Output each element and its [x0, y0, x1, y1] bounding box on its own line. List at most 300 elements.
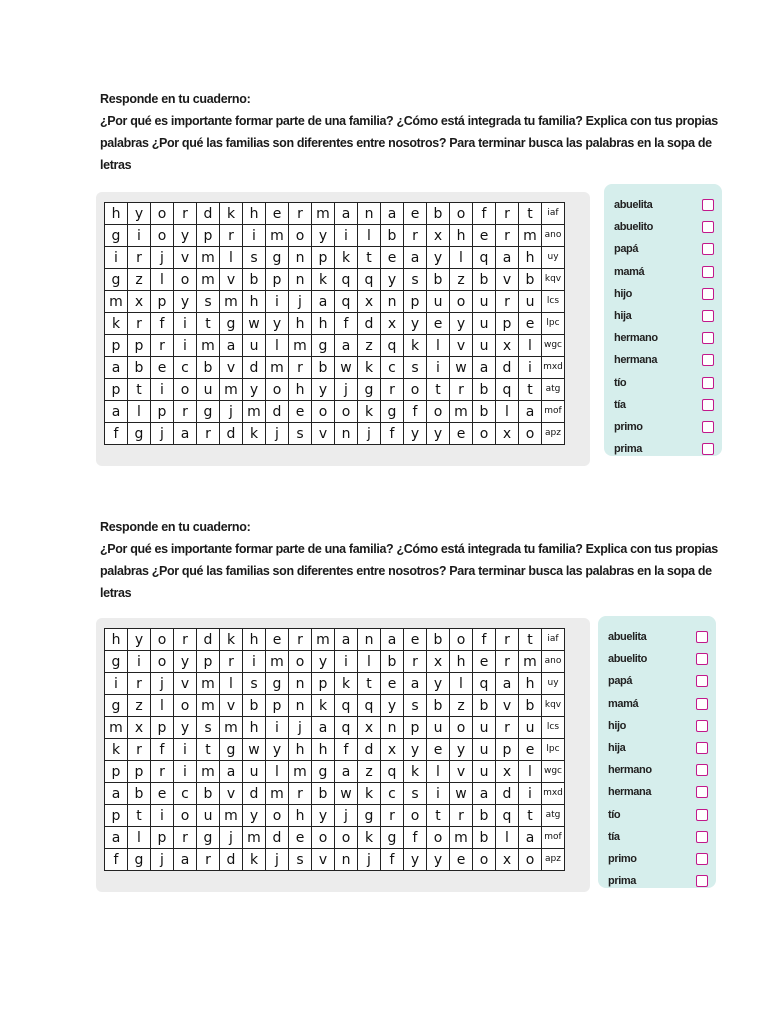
grid-cell: u	[197, 805, 220, 827]
grid-cell: h	[450, 225, 473, 247]
grid-cell: o	[473, 849, 496, 871]
grid-cell: x	[381, 739, 404, 761]
grid-cell: g	[105, 225, 128, 247]
grid-cell: m	[197, 269, 220, 291]
grid-cell: y	[128, 629, 151, 651]
grid-cell: y	[381, 695, 404, 717]
grid-cell: e	[381, 247, 404, 269]
grid-cell: lcs	[542, 717, 565, 739]
word-label: tío	[614, 376, 627, 389]
grid-cell: a	[404, 247, 427, 269]
grid-cell: h	[243, 203, 266, 225]
grid-cell: p	[128, 761, 151, 783]
word-list-item	[614, 305, 714, 327]
grid-cell: g	[358, 805, 381, 827]
word-label: abuelita	[614, 199, 653, 212]
grid-cell: kqv	[542, 695, 565, 717]
grid-cell: e	[381, 673, 404, 695]
word-checkbox[interactable]	[696, 675, 708, 687]
grid-cell: w	[335, 357, 358, 379]
grid-cell: b	[473, 695, 496, 717]
grid-cell: e	[427, 739, 450, 761]
grid-cell: u	[427, 717, 450, 739]
grid-cell: a	[312, 717, 335, 739]
grid-cell: e	[473, 225, 496, 247]
word-label: abuelito	[608, 653, 647, 666]
grid-cell: w	[243, 313, 266, 335]
word-label: primo	[608, 852, 637, 865]
word-checkbox[interactable]	[702, 421, 714, 433]
grid-cell: atg	[542, 379, 565, 401]
grid-cell: f	[105, 423, 128, 445]
word-list-item	[608, 826, 708, 848]
grid-cell: n	[289, 269, 312, 291]
grid-cell: f	[404, 401, 427, 423]
word-label: tía	[614, 398, 626, 411]
word-checkbox[interactable]	[702, 354, 714, 366]
grid-cell: l	[427, 335, 450, 357]
word-list-panel	[604, 184, 722, 456]
grid-cell: j	[266, 423, 289, 445]
word-checkbox[interactable]	[702, 199, 714, 211]
grid-cell: a	[335, 203, 358, 225]
grid-cell: x	[427, 651, 450, 673]
grid-cell: g	[197, 827, 220, 849]
grid-cell: j	[358, 849, 381, 871]
grid-cell: i	[105, 673, 128, 695]
grid-cell: o	[312, 401, 335, 423]
grid-cell: p	[128, 335, 151, 357]
grid-cell: g	[312, 761, 335, 783]
grid-cell: r	[128, 313, 151, 335]
grid-cell: r	[496, 651, 519, 673]
grid-cell: e	[404, 203, 427, 225]
word-label: hermana	[608, 786, 652, 799]
grid-cell: b	[473, 269, 496, 291]
grid-cell: l	[496, 401, 519, 423]
grid-cell: x	[496, 761, 519, 783]
grid-cell: o	[427, 827, 450, 849]
word-list-item	[608, 715, 708, 737]
grid-cell: y	[427, 673, 450, 695]
grid-cell: g	[381, 401, 404, 423]
grid-cell: m	[197, 761, 220, 783]
grid-cell: b	[427, 695, 450, 717]
grid-cell: f	[473, 629, 496, 651]
word-checkbox[interactable]	[696, 720, 708, 732]
grid-cell: o	[289, 225, 312, 247]
grid-cell: h	[450, 651, 473, 673]
grid-cell: q	[473, 247, 496, 269]
grid-cell: j	[220, 401, 243, 423]
word-checkbox[interactable]	[702, 443, 714, 455]
grid-cell: x	[427, 225, 450, 247]
grid-cell: k	[220, 629, 243, 651]
grid-cell: g	[105, 695, 128, 717]
grid-cell: g	[105, 269, 128, 291]
grid-cell: d	[243, 357, 266, 379]
grid-cell: l	[128, 827, 151, 849]
grid-cell: o	[519, 849, 542, 871]
word-list	[608, 626, 708, 892]
grid-cell: o	[151, 203, 174, 225]
word-checkbox[interactable]	[696, 653, 708, 665]
grid-cell: o	[450, 203, 473, 225]
grid-cell: x	[381, 313, 404, 335]
grid-cell: e	[404, 629, 427, 651]
word-checkbox[interactable]	[696, 786, 708, 798]
grid-cell: m	[220, 291, 243, 313]
grid-cell: apz	[542, 423, 565, 445]
grid-cell: p	[266, 269, 289, 291]
grid-cell: e	[473, 651, 496, 673]
word-checkbox[interactable]	[696, 875, 708, 887]
grid-cell: o	[151, 225, 174, 247]
grid-cell: o	[174, 805, 197, 827]
grid-cell: q	[473, 673, 496, 695]
grid-cell: d	[197, 203, 220, 225]
grid-cell: s	[197, 717, 220, 739]
grid-cell: m	[220, 379, 243, 401]
grid-cell: p	[496, 739, 519, 761]
grid-cell: y	[381, 269, 404, 291]
grid-cell: i	[427, 357, 450, 379]
grid-cell: v	[312, 423, 335, 445]
grid-cell: d	[358, 739, 381, 761]
grid-cell: b	[473, 379, 496, 401]
grid-cell: a	[381, 629, 404, 651]
grid-cell: r	[496, 717, 519, 739]
word-list-item	[614, 394, 714, 416]
grid-cell: i	[266, 291, 289, 313]
word-list-item	[614, 283, 714, 305]
grid-cell: z	[450, 695, 473, 717]
word-checkbox[interactable]	[696, 742, 708, 754]
grid-cell: i	[243, 651, 266, 673]
word-checkbox[interactable]	[696, 698, 708, 710]
grid-cell: o	[335, 401, 358, 423]
grid-cell: f	[381, 423, 404, 445]
grid-cell: j	[266, 849, 289, 871]
grid-cell: lcs	[542, 291, 565, 313]
grid-cell: x	[358, 717, 381, 739]
word-checkbox[interactable]	[702, 243, 714, 255]
grid-cell: l	[519, 335, 542, 357]
grid-cell: d	[220, 849, 243, 871]
grid-cell: j	[289, 291, 312, 313]
grid-cell: j	[220, 827, 243, 849]
grid-cell: h	[289, 313, 312, 335]
word-checkbox[interactable]	[696, 764, 708, 776]
grid-cell: o	[289, 651, 312, 673]
grid-cell: d	[496, 357, 519, 379]
grid-cell: j	[358, 423, 381, 445]
grid-cell: t	[358, 673, 381, 695]
grid-cell: q	[358, 269, 381, 291]
grid-cell: q	[335, 269, 358, 291]
grid-cell: q	[381, 761, 404, 783]
word-label: hermano	[614, 332, 658, 345]
grid-cell: m	[220, 717, 243, 739]
grid-cell: wgc	[542, 761, 565, 783]
grid-cell: a	[174, 423, 197, 445]
word-list-item	[614, 327, 714, 349]
grid-cell: k	[335, 247, 358, 269]
grid-cell: g	[220, 313, 243, 335]
grid-cell: y	[312, 225, 335, 247]
grid-cell: uy	[542, 247, 565, 269]
grid-cell: g	[105, 651, 128, 673]
grid-cell: m	[105, 291, 128, 313]
grid-cell: t	[519, 203, 542, 225]
grid-cell: j	[151, 423, 174, 445]
grid-cell: t	[519, 805, 542, 827]
grid-cell: d	[496, 783, 519, 805]
word-label: abuelita	[608, 631, 647, 644]
grid-cell: kqv	[542, 269, 565, 291]
word-checkbox[interactable]	[702, 288, 714, 300]
word-checkbox[interactable]	[702, 377, 714, 389]
grid-cell: l	[128, 401, 151, 423]
grid-cell: y	[427, 247, 450, 269]
grid-cell: m	[220, 805, 243, 827]
grid-cell: g	[128, 849, 151, 871]
grid-cell: c	[174, 783, 197, 805]
grid-cell: o	[335, 827, 358, 849]
word-label: hijo	[608, 719, 626, 732]
grid-cell: v	[220, 269, 243, 291]
grid-cell: t	[197, 739, 220, 761]
grid-cell: q	[496, 379, 519, 401]
grid-cell: u	[519, 291, 542, 313]
grid-cell: p	[404, 291, 427, 313]
grid-cell: o	[174, 695, 197, 717]
grid-cell: v	[312, 849, 335, 871]
instructions-block	[100, 520, 720, 604]
grid-cell: w	[335, 783, 358, 805]
grid-cell: n	[289, 695, 312, 717]
grid-cell: y	[312, 805, 335, 827]
grid-cell: u	[473, 739, 496, 761]
grid-cell: u	[473, 761, 496, 783]
grid-cell: b	[519, 695, 542, 717]
grid-cell: j	[335, 805, 358, 827]
grid-cell: g	[358, 379, 381, 401]
grid-cell: a	[519, 401, 542, 423]
word-label: prima	[614, 443, 642, 456]
word-label: tía	[608, 830, 620, 843]
word-list-item	[608, 848, 708, 870]
grid-cell: r	[197, 849, 220, 871]
grid-cell: apz	[542, 849, 565, 871]
grid-cell: y	[266, 313, 289, 335]
grid-cell: a	[335, 335, 358, 357]
grid-cell: o	[450, 717, 473, 739]
grid-cell: y	[174, 225, 197, 247]
grid-cell: k	[404, 335, 427, 357]
grid-cell: e	[266, 629, 289, 651]
grid-cell: v	[220, 357, 243, 379]
grid-cell: ano	[542, 651, 565, 673]
grid-cell: e	[519, 313, 542, 335]
grid-cell: a	[220, 761, 243, 783]
grid-cell: u	[519, 717, 542, 739]
grid-cell: i	[266, 717, 289, 739]
grid-cell: h	[105, 629, 128, 651]
word-checkbox[interactable]	[702, 310, 714, 322]
word-checkbox[interactable]	[702, 266, 714, 278]
grid-cell: g	[266, 247, 289, 269]
grid-cell: r	[174, 629, 197, 651]
grid-cell: t	[358, 247, 381, 269]
instructions-text: ¿Por qué es importante formar parte de una familia? ¿Cómo está integrada tu familia? Explica con tus propias palabras ¿Por qué las familias son diferentes entre nosotros? Para terminar busca las palabras en la sopa de letras	[100, 114, 718, 172]
grid-cell: a	[496, 247, 519, 269]
grid-cell: o	[404, 379, 427, 401]
word-label: hija	[614, 310, 632, 323]
word-list-item	[608, 626, 708, 648]
grid-cell: r	[174, 401, 197, 423]
grid-cell: d	[243, 783, 266, 805]
grid-cell: r	[381, 805, 404, 827]
grid-cell: g	[197, 401, 220, 423]
word-list-panel	[598, 616, 716, 888]
grid-cell: v	[220, 783, 243, 805]
grid-cell: e	[266, 203, 289, 225]
grid-cell: b	[312, 357, 335, 379]
grid-cell: l	[496, 827, 519, 849]
word-checkbox[interactable]	[702, 332, 714, 344]
grid-cell: a	[381, 203, 404, 225]
grid-cell: l	[358, 651, 381, 673]
grid-cell: e	[450, 849, 473, 871]
grid-cell: p	[151, 827, 174, 849]
word-checkbox[interactable]	[696, 809, 708, 821]
grid-cell: s	[197, 291, 220, 313]
grid-cell: p	[151, 291, 174, 313]
grid-cell: o	[266, 805, 289, 827]
grid-cell: m	[312, 203, 335, 225]
grid-cell: a	[404, 673, 427, 695]
word-list-item	[608, 648, 708, 670]
grid-cell: r	[174, 827, 197, 849]
word-checkbox[interactable]	[696, 631, 708, 643]
grid-cell: r	[128, 247, 151, 269]
grid-cell: y	[174, 717, 197, 739]
grid-cell: p	[105, 805, 128, 827]
word-label: mamá	[608, 697, 639, 710]
word-list-item	[614, 261, 714, 283]
grid-cell: g	[381, 827, 404, 849]
word-label: papá	[608, 675, 633, 688]
word-label: hija	[608, 742, 626, 755]
grid-cell: a	[519, 827, 542, 849]
instructions-title: Responde en tu cuaderno:	[100, 520, 251, 534]
grid-cell: o	[266, 379, 289, 401]
grid-cell: b	[312, 783, 335, 805]
grid-cell: e	[289, 827, 312, 849]
grid-cell: a	[473, 357, 496, 379]
word-checkbox[interactable]	[702, 399, 714, 411]
grid-cell: l	[151, 269, 174, 291]
grid-cell: k	[105, 739, 128, 761]
grid-cell: p	[197, 651, 220, 673]
grid-cell: v	[174, 673, 197, 695]
grid-cell: n	[358, 629, 381, 651]
grid-cell: a	[335, 629, 358, 651]
word-checkbox[interactable]	[696, 831, 708, 843]
word-list-item	[608, 870, 708, 892]
grid-cell: r	[128, 739, 151, 761]
grid-cell: a	[105, 357, 128, 379]
word-checkbox[interactable]	[702, 221, 714, 233]
grid-cell: y	[404, 739, 427, 761]
grid-cell: b	[197, 783, 220, 805]
word-checkbox[interactable]	[696, 853, 708, 865]
grid-cell: r	[404, 225, 427, 247]
grid-cell: i	[105, 247, 128, 269]
grid-cell: a	[105, 783, 128, 805]
grid-cell: e	[450, 423, 473, 445]
grid-cell: p	[105, 761, 128, 783]
grid-cell: l	[519, 761, 542, 783]
grid-cell: u	[473, 313, 496, 335]
grid-cell: x	[496, 423, 519, 445]
grid-cell: r	[289, 783, 312, 805]
grid-cell: r	[404, 651, 427, 673]
grid-cell: r	[220, 225, 243, 247]
grid-cell: v	[450, 761, 473, 783]
grid-cell: u	[427, 291, 450, 313]
grid-cell: y	[404, 849, 427, 871]
grid-cell: l	[450, 673, 473, 695]
grid-cell: j	[335, 379, 358, 401]
grid-cell: r	[151, 761, 174, 783]
grid-cell: b	[427, 203, 450, 225]
grid-cell: m	[197, 673, 220, 695]
grid-cell: n	[358, 203, 381, 225]
grid-cell: l	[358, 225, 381, 247]
grid-cell: s	[289, 849, 312, 871]
grid-cell: y	[174, 651, 197, 673]
grid-cell: g	[128, 423, 151, 445]
grid-cell: y	[266, 739, 289, 761]
word-list-item	[614, 216, 714, 238]
grid-cell: wgc	[542, 335, 565, 357]
grid-cell: z	[358, 335, 381, 357]
grid-cell: i	[427, 783, 450, 805]
grid-cell: k	[358, 783, 381, 805]
grid-cell: f	[404, 827, 427, 849]
word-label: hermana	[614, 354, 658, 367]
grid-cell: b	[473, 827, 496, 849]
grid-cell: e	[151, 357, 174, 379]
grid-cell: h	[289, 739, 312, 761]
grid-cell: p	[496, 313, 519, 335]
grid-cell: y	[450, 313, 473, 335]
grid-cell: i	[174, 335, 197, 357]
grid-cell: o	[404, 805, 427, 827]
grid-cell: q	[358, 695, 381, 717]
grid-cell: n	[289, 247, 312, 269]
grid-cell: r	[151, 335, 174, 357]
grid-cell: t	[427, 805, 450, 827]
word-list-item	[614, 349, 714, 371]
grid-cell: m	[243, 401, 266, 423]
grid-cell: l	[266, 761, 289, 783]
grid-cell: d	[220, 423, 243, 445]
word-label: hermano	[608, 764, 652, 777]
grid-cell: l	[151, 695, 174, 717]
